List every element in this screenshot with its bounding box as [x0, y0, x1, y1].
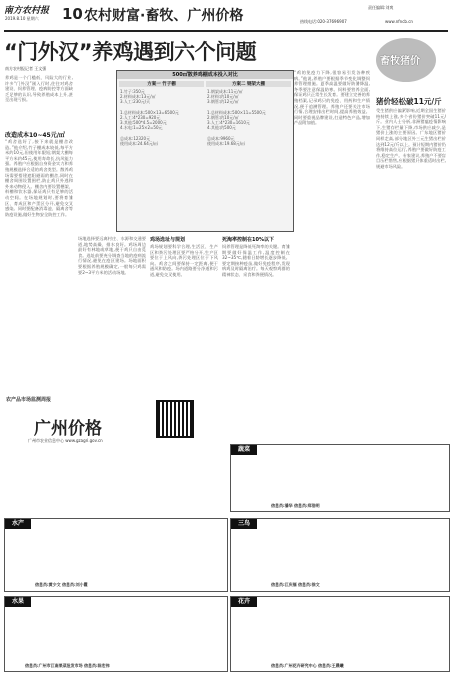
cost-box-title: 500㎡散养鸡棚成本投入对比: [117, 71, 293, 79]
article-column-1b: “鸡舍选好了,接下来就是棚舍改造。”他介绍,竹子棚成本较低,每平方米约10元,但使用年限短;钢架大棚每平方米约45元,使用寿命长,抗风能力强。养殖户应根据自身资金实力和养殖规模选择合适的鸡舍类型。散养鸡场需要搭建遮阳避雨的棚舍,同时在棚舍周围设置围栏,防止鸡只外逃和外来动物侵入。棚舍内要设置栖架、料槽和饮水器,保证鸡只有足够的活动空间。在场地规划时,要将育雏区、育成区和产蛋区分开,避免交叉感染。同时要配备消毒池、隔离舍等防疫设施,做好生物安全防控工作。: [5, 139, 73, 217]
market-kicker: 农产品市场监测周报: [6, 397, 52, 403]
headline: “门外汉”养鸡遇到六个问题: [4, 40, 257, 64]
panel-poultry: [230, 518, 450, 592]
masthead: [0, 0, 452, 32]
article-column-5: “鸡的免疫力下降,很容易引发各种疾病。”他说,养殖户要根据季节变化调整饲养管理措施。夏季高温要做好防暑降温,冬季要注意保温防寒。饲料要营养全面,保证鸡只正常生长发育。要建立完善的养殖档案,记录鸡只的免疫、用药和生产情况,便于追溯管理。养殖户还要关注市场行情,合理安排出栏时间,提高养殖效益。同时要重视品牌建设,打造特色产品,增加产品附加值。: [294, 70, 370, 126]
market-title: 广州价格: [34, 419, 102, 439]
qr-code-icon: [156, 400, 194, 438]
page-number: 10: [62, 5, 83, 23]
panel-flowers: [230, 596, 450, 672]
subhead-site: 鸡场选址与规划: [150, 237, 186, 243]
panel-poultry-title: 三鸟: [231, 519, 257, 529]
issue-date: 2019.8.10 星期六: [5, 16, 39, 21]
article-column-4: 饲养管理是降低死淘率的关键。育雏期要做好保温工作,温度控制在32~35℃,随着日龄增长逐步降低。要定期接种疫苗,做好免疫程序,发现病鸡及时隔离治疗。每天观察鸡群的精神状态、采食和粪便情况。: [222, 244, 290, 277]
price-article: 受生猪供应偏紧影响,近期全国生猪价格持续上涨,多个省份猪价突破11元/斤。业内人士分析,非洲猪瘟疫情影响下,生猪存栏量下降,市场供应减少,是猪价上涨的主要原因。广东地区猪价同样走高,部分地区外三元生猪出栏价达到12元/斤以上。预计短期内猪价仍将维持高位运行,养殖户要做好防疫工作,稳定生产。专家建议,养殖户不要盲目压栏惜售,应根据猪只体重适时出栏,规避市场风险。: [376, 108, 446, 169]
panel-vegetables: [230, 444, 450, 512]
subhead-mortality: 死淘率控制在10%以下: [222, 237, 274, 243]
subhead-cost: 改造成本10~45元/㎡: [5, 132, 65, 139]
price-teaser: 猪价轻松破11元/斤: [376, 97, 442, 106]
editor-info: 责任编辑:刘爽: [368, 5, 394, 10]
panel-vegetables-footer: 信息员:潘华 信息员:郑浩明: [271, 503, 320, 508]
cost-plan-2-title: 方案二 钢架大棚: [206, 81, 291, 87]
cost-comparison-box: [116, 70, 294, 232]
livestock-price-badge: [372, 38, 444, 82]
panel-poultry-footer: 信息员:江庆福 信息员:徐文: [271, 582, 320, 587]
panel-aquatic: [4, 518, 228, 592]
article-column-3: 鸡场规划要科学合理,生活区、生产区和粪污处理区要严格分开,生产区要位于上风向,粪污处理区位于下风向。鸡舍之间要保持一定距离,便于通风和防疫。场内道路要分净道和污道,避免交叉使用。: [150, 244, 218, 277]
newspaper-logo: 南方农村报: [4, 6, 50, 16]
market-banner: [4, 392, 230, 488]
cost-plan-1-title: 方案一 竹子棚: [119, 81, 204, 87]
byline: 南方农村报记者 王文强: [5, 66, 47, 71]
panel-flowers-title: 花卉: [231, 597, 257, 607]
market-url: 广州市农业信息中心 www.gzagri.gov.cn: [28, 438, 103, 443]
panel-aquatic-title: 水产: [5, 519, 31, 529]
panel-fruits: [4, 596, 228, 672]
article-column-1a: 养鸡是一个门槛低、风险大的行业,许多“门外汉”刚入行时,往往对鸡舍建设、饲养管理、疫病防控等方面缺乏足够的认识,导致养殖成本上升,甚至出现亏损。: [5, 75, 73, 103]
cost-plan-1-items: 1.竹子:350元 2.材料成本:13元/㎡ 3.人工:230元/天 1.总材料成本:500×13=6500元 2.人工:4*230=920元 3.其他:500*4.5=2000元 4.水电:1=25×2=50元 总成本:12320元 使用成本:24.64元/㎡: [120, 89, 179, 147]
panel-vegetables-title: 蔬菜: [231, 445, 257, 455]
masthead-rule: [4, 30, 448, 32]
article-column-2: 场地选择要远离村庄、水源和交通要道,地势高燥、排水良好。鸡场周边最好有林地或草地,便于鸡只自由觅食。选址前要充分调查当地的疫病流行情况,避免在疫区建场。场地面积要根据养殖规模确定,一般每只鸡需要2~3平方米的活动场地。: [78, 236, 146, 275]
website: www.nfncb.cn: [385, 19, 413, 24]
panel-aquatic-footer: 信息员:黄少文 信息员:刘小霞: [35, 582, 88, 587]
badge-label: 畜牧猪价: [380, 56, 420, 67]
hotline: 热线电话:020-37696907: [300, 19, 347, 24]
cost-plan-2-items: 1.钢架成本:11元/㎡ 2.材料:约10元/㎡ 3.钢管:约12元/㎡ 1.总材料成本:500×11=5500元 2.钢管:约10元/㎡ 3.人工:4*230=1610元 4.其他:约500元 总成本:9960元 使用成本:19.68元/㎡: [207, 89, 266, 147]
panel-fruits-footer: 信息员:广州市江南果菜批发市场 信息员:陈宏伟: [25, 663, 110, 668]
panel-fruits-title: 水果: [5, 597, 31, 607]
panel-flowers-footer: 信息员:广州花卉研究中心 信息员:王晨曦: [271, 663, 344, 668]
section-title: 农村财富·畜牧、广州价格: [84, 8, 244, 24]
